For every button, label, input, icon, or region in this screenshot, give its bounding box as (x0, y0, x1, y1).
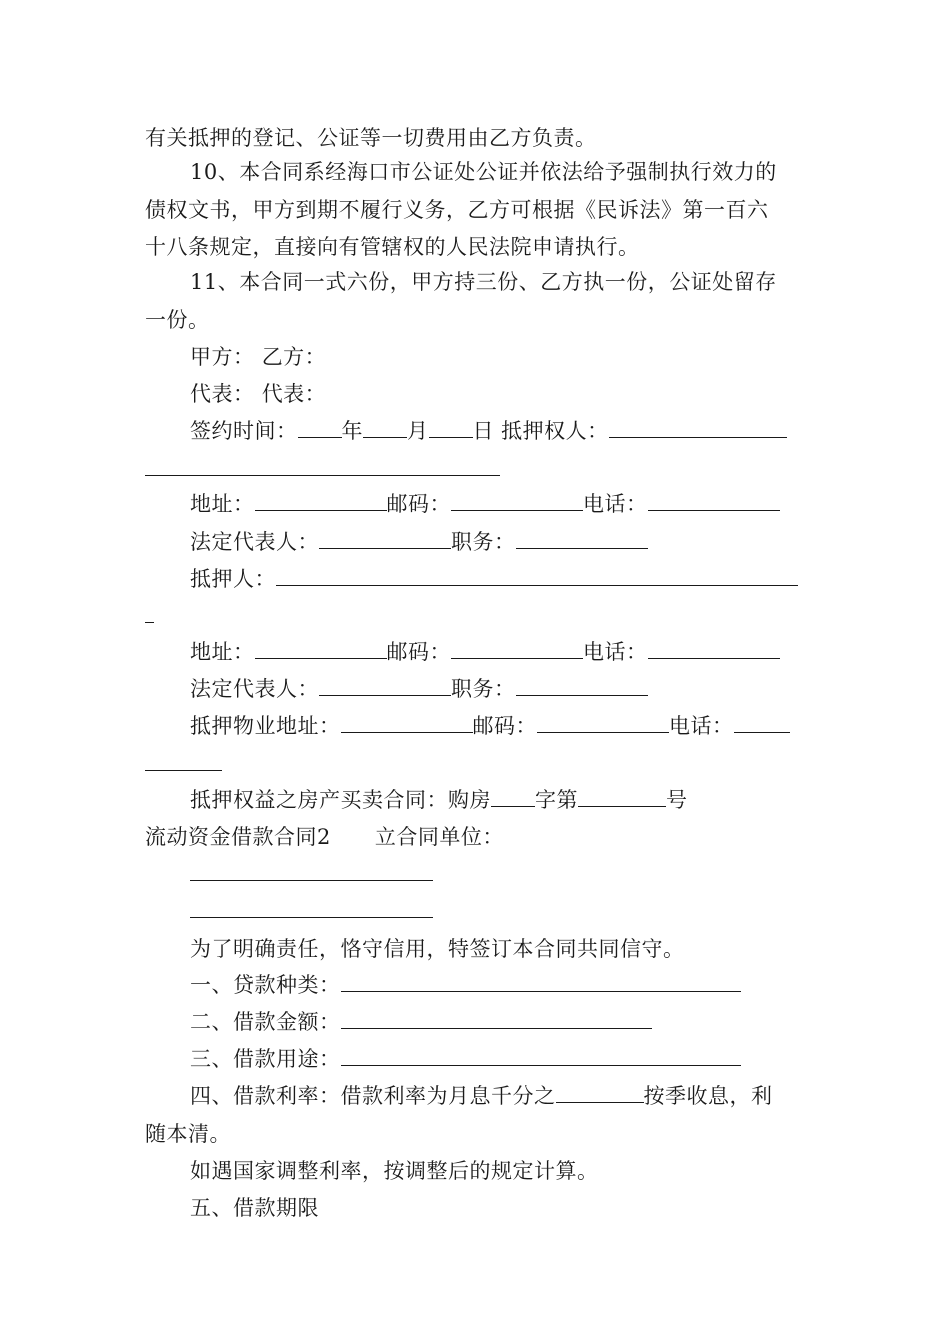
property-address-blank[interactable] (341, 712, 473, 733)
item-4-line (190, 1082, 773, 1110)
zip-blank-2[interactable] (451, 638, 583, 659)
section-title-line (145, 823, 504, 851)
item-1-line (190, 971, 741, 999)
month-blank[interactable] (363, 417, 407, 438)
position-blank[interactable] (516, 528, 648, 549)
position-label-2: 职务： (451, 677, 516, 701)
item-3-label: 三、借款用途： (190, 1047, 341, 1071)
mortgagor-line (190, 565, 798, 593)
purchase-suffix-label: 号 (666, 788, 688, 812)
year-label: 年 (341, 419, 363, 443)
phone-label-2: 电话： (583, 640, 648, 664)
legal-rep-line-2 (190, 675, 648, 703)
interest-rate-blank[interactable] (556, 1082, 644, 1103)
zip-label-3: 邮码： (472, 714, 537, 738)
phone-blank[interactable] (648, 490, 780, 511)
zip-label-2: 邮码： (386, 640, 451, 664)
legal-rep-blank-2[interactable] (319, 675, 451, 696)
item-4-line-2: 随本清。 (145, 1122, 231, 1146)
item-2-label: 二、借款金额： (190, 1010, 341, 1034)
paragraph-line: 一份。 (145, 308, 210, 332)
phone-blank-3[interactable] (734, 712, 790, 733)
rate-note-line: 如遇国家调整利率，按调整后的规定计算。 (190, 1159, 599, 1183)
purchase-word-blank[interactable] (491, 786, 535, 807)
clause-11-line: 11、本合同一式六份，甲方持三份、乙方执一份，公证处留存 (190, 270, 777, 294)
item-5-line: 五、借款期限 (190, 1196, 319, 1220)
mortgagee-blank-continued[interactable] (145, 475, 500, 476)
phone-label-3: 电话： (669, 714, 734, 738)
paragraph-line: 有关抵押的登记、公证等一切费用由乙方负责。 (145, 126, 597, 150)
phone-label: 电话： (583, 492, 648, 516)
day-blank[interactable] (429, 417, 473, 438)
loan-purpose-blank[interactable] (341, 1045, 741, 1066)
purchase-contract-label: 抵押权益之房产买卖合同：购房 (190, 788, 491, 812)
sign-time-line (190, 417, 787, 445)
zip-label: 邮码： (386, 492, 451, 516)
zip-blank-3[interactable] (537, 712, 669, 733)
rep-a-label: 代表： (190, 382, 255, 406)
item-3-line (190, 1045, 741, 1073)
address-line (190, 490, 780, 518)
item-2-line (190, 1008, 652, 1036)
loan-amount-blank[interactable] (341, 1008, 652, 1029)
legal-rep-label: 法定代表人： (190, 530, 319, 554)
sign-time-label: 签约时间： (190, 419, 298, 443)
address-label-2: 地址： (190, 640, 255, 664)
legal-rep-blank[interactable] (319, 528, 451, 549)
item-4-continued: 按季收息，利 (643, 1084, 773, 1108)
legal-rep-label-2: 法定代表人： (190, 677, 319, 701)
item-4-label: 四、借款利率：借款利率为月息千分之 (190, 1084, 556, 1108)
paragraph-line: 债权文书，甲方到期不履行义务，乙方可根据《民诉法》第一百六 (145, 198, 769, 222)
address-blank-2[interactable] (255, 638, 387, 659)
party-b-label: 乙方： (261, 345, 327, 369)
mortgagee-blank[interactable] (609, 417, 787, 438)
month-label: 月 (407, 419, 429, 443)
item-1-label: 一、贷款种类： (190, 973, 341, 997)
address-blank[interactable] (255, 490, 387, 511)
rep-b-label: 代表： (261, 382, 327, 406)
paragraph-line: 十八条规定，直接向有管辖权的人民法院申请执行。 (145, 235, 640, 259)
day-mortgagee-label: 日 抵押权人： (472, 419, 609, 443)
phone-blank-2[interactable] (648, 638, 780, 659)
address-line-2 (190, 638, 780, 666)
phone-blank-3-continued[interactable] (145, 770, 222, 771)
property-address-label: 抵押物业地址： (190, 714, 341, 738)
intro-line: 为了明确责任，恪守信用，特签订本合同共同信守。 (190, 937, 685, 961)
property-address-line (190, 712, 790, 740)
clause-10-line: 10、本合同系经海口市公证处公证并依法给予强制执行效力的 (190, 160, 777, 184)
zip-blank[interactable] (451, 490, 583, 511)
mortgagor-blank-continued[interactable] (145, 622, 154, 623)
purchase-mid-label: 字第 (535, 788, 578, 812)
party-line (190, 343, 326, 371)
year-blank[interactable] (298, 417, 342, 438)
representative-line (190, 380, 326, 408)
purchase-contract-line (190, 786, 688, 814)
position-blank-2[interactable] (516, 675, 648, 696)
contract-unit-blank-2[interactable] (190, 917, 433, 918)
contract-unit-label: 立合同单位： (374, 825, 504, 849)
purchase-number-blank[interactable] (578, 786, 666, 807)
position-label: 职务： (451, 530, 516, 554)
mortgagor-blank[interactable] (276, 565, 798, 586)
section-title: 流动资金借款合同2 (145, 825, 331, 849)
mortgagor-label: 抵押人： (190, 567, 276, 591)
loan-type-blank[interactable] (341, 971, 741, 992)
party-a-label: 甲方： (190, 345, 255, 369)
legal-rep-line (190, 528, 648, 556)
contract-unit-blank-1[interactable] (190, 880, 433, 881)
address-label: 地址： (190, 492, 255, 516)
